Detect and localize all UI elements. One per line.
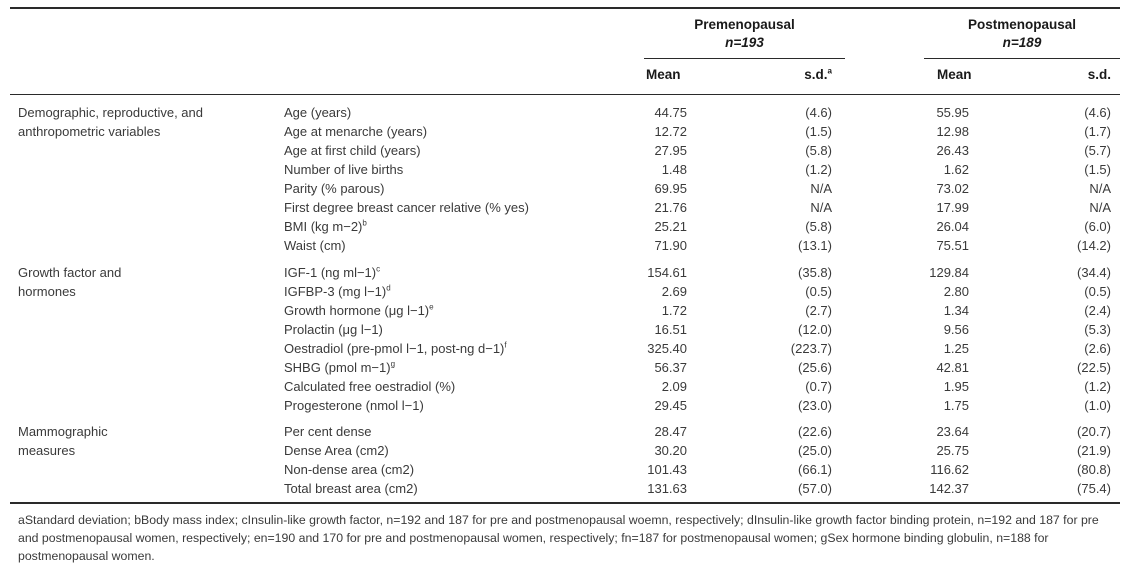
table-row [0,217,1130,236]
group-label-mammographic: Mammographic measures [18,424,108,458]
post-sd-cell: (5.3) [1084,322,1111,337]
post-mean-cell: 129.84 [929,265,969,280]
row-label [284,263,380,282]
table-row [0,441,1130,460]
row-label [284,460,414,479]
row-label-footnote-marker: e [429,302,434,312]
post-sd-cell: (75.4) [1077,481,1111,496]
row-label [284,377,455,396]
post-sd-cell: (1.2) [1084,379,1111,394]
pre-mean-cell: 101.43 [647,462,687,477]
post-sd-cell: (22.5) [1077,360,1111,375]
group-label-growth-factor: Growth factor and hormones [18,265,122,299]
row-label-text: Age at menarche (years) [284,124,428,139]
table-row [0,282,1130,301]
row-label [284,217,367,236]
post-mean-cell: 1.95 [943,379,969,394]
row-label [284,301,434,320]
row-label [284,422,371,441]
table-row [0,160,1130,179]
row-label-text: Parity (% parous) [284,181,385,196]
row-label-text: Growth hormone (μg l−1) [284,303,430,318]
post-mean-cell: 116.62 [930,462,969,477]
row-label-text: Prolactin (μg l−1) [284,322,383,337]
premenopausal-header [644,16,845,52]
table-bottom-rule [10,502,1120,504]
pre-sd-cell: (4.6) [805,105,832,120]
row-label-text: IGFBP-3 (mg l−1) [284,284,387,299]
table-row [0,263,1130,282]
pre-mean-cell: 325.40 [647,341,687,356]
row-label-footnote-marker: c [376,264,381,274]
post-sd-cell: N/A [1089,200,1111,215]
table-row [0,422,1130,441]
pre-sd-cell: (0.5) [805,284,832,299]
table-row [0,141,1130,160]
table-row [0,377,1130,396]
pre-mean-cell: 71.90 [654,238,687,253]
postmenopausal-title: Postmenopausal [967,17,1077,32]
row-label-text: IGF-1 (ng ml−1) [284,265,377,280]
post-mean-cell: 55.95 [936,105,969,120]
postmenopausal-n: n=189 [1002,35,1042,50]
pre-sd-cell: (223.7) [790,341,832,356]
pre-sd-cell: (35.8) [798,265,832,280]
row-label-text: Calculated free oestradiol (%) [284,379,456,394]
table-row [0,301,1130,320]
pre-header-underline [644,58,845,59]
pre-mean-cell: 29.45 [654,398,687,413]
post-mean-cell: 9.56 [943,322,969,337]
row-label [284,441,389,460]
post-mean-cell: 25.75 [936,443,969,458]
row-label [284,160,403,179]
pre-mean-cell: 44.75 [654,105,687,120]
table-row [0,236,1130,255]
pre-mean-cell: 69.95 [654,181,687,196]
post-mean-cell: 1.34 [943,303,969,318]
row-label [284,479,418,498]
post-mean-cell: 1.25 [943,341,969,356]
row-label [284,198,529,217]
table-row [0,179,1130,198]
pre-mean-cell: 56.37 [654,360,687,375]
row-label-footnote-marker: b [362,218,367,228]
post-mean-cell: 26.04 [936,219,969,234]
pre-mean-cell: 1.72 [661,303,687,318]
row-label [284,122,427,141]
post-mean-cell: 2.80 [943,284,969,299]
row-label [284,179,384,198]
table-row [0,320,1130,339]
pre-mean-cell: 30.20 [654,443,687,458]
post-sd-cell: (6.0) [1084,219,1111,234]
pre-sd-cell: (13.1) [798,238,832,253]
post-mean-cell: 42.81 [936,360,969,375]
row-label [284,141,421,160]
row-label-footnote-marker: f [504,340,507,350]
row-label-footnote-marker: g [390,359,396,369]
pre-mean-cell: 25.21 [654,219,687,234]
post-sd-cell: (0.5) [1084,284,1111,299]
table-footnote: aStandard deviation; bBody mass index; cInsulin-like growth factor, n=192 and 187 for pre and postmenopausal woemn, respectively; dInsulin-like growth factor binding protein, n=192 and 187 for pre and postmenopausal women, respectively; en=190 and 170 for pre and postmenopausal women, respectively; fn=187 for postmenopausal women; gSex hormone binding globulin, n=188 for postmenopausal women. [18,513,1099,563]
pre-sd-cell: (22.6) [798,424,832,439]
post-sd-cell: (4.6) [1084,105,1111,120]
table-row [0,103,1130,122]
table-row [0,122,1130,141]
post-sd-cell: (80.8) [1077,462,1111,477]
post-sd-cell: (34.4) [1077,265,1111,280]
row-label [284,358,395,377]
table-row [0,198,1130,217]
pre-mean-header: Mean [646,67,681,82]
pre-mean-cell: 2.09 [661,379,687,394]
pre-mean-cell: 21.76 [654,200,687,215]
pre-sd-cell: (2.7) [805,303,832,318]
row-label-text: Waist (cm) [284,238,346,253]
row-label-text: BMI (kg m−2) [284,219,363,234]
pre-sd-header: s.d.$^a$ [804,66,832,82]
premenopausal-n: n=193 [725,35,764,50]
row-label-text: Age at first child (years) [284,143,421,158]
row-label [284,339,507,358]
pre-sd-cell: N/A [810,181,832,196]
row-label-text: Total breast area (cm2) [284,481,418,496]
post-mean-cell: 142.37 [929,481,969,496]
pre-mean-cell: 28.47 [654,424,687,439]
pre-sd-cell: (5.8) [805,219,832,234]
post-mean-cell: 17.99 [936,200,969,215]
post-sd-cell: (21.9) [1077,443,1111,458]
pre-sd-cell: (25.0) [798,443,832,458]
top-rule [10,7,1120,9]
premenopausal-title: Premenopausal [694,17,795,32]
post-sd-cell: (2.6) [1084,341,1111,356]
group-label-demographic: Demographic, reproductive, and anthropometric variables [18,105,203,139]
row-label-text: SHBG (pmol m−1) [284,360,391,375]
post-sd-cell: (1.5) [1084,162,1111,177]
row-label-text: Number of live births [284,162,404,177]
row-label-text: First degree breast cancer relative (% yes) [284,200,529,215]
table-row [0,460,1130,479]
row-label-text: Per cent dense [284,424,372,439]
post-mean-header: Mean [937,67,972,82]
post-sd-cell: N/A [1089,181,1111,196]
post-sd-cell: (2.4) [1084,303,1111,318]
pre-mean-cell: 12.72 [654,124,687,139]
pre-sd-cell: (23.0) [798,398,832,413]
pre-mean-cell: 1.48 [661,162,687,177]
pre-mean-cell: 16.51 [654,322,687,337]
row-label [284,103,351,122]
header-bottom-rule [10,94,1120,95]
table-row [0,479,1130,498]
row-label [284,236,346,255]
post-mean-cell: 1.75 [943,398,969,413]
pre-sd-cell: N/A [810,200,832,215]
pre-sd-cell: (57.0) [798,481,832,496]
row-label-text: Progesterone (nmol l−1) [284,398,424,413]
post-sd-cell: (5.7) [1084,143,1111,158]
row-label-footnote-marker: d [386,283,391,293]
pre-mean-cell: 27.95 [654,143,687,158]
pre-sd-cell: (1.2) [805,162,832,177]
post-mean-cell: 23.64 [936,424,969,439]
pre-mean-cell: 2.69 [661,284,687,299]
post-mean-cell: 26.43 [936,143,969,158]
row-label [284,320,383,339]
post-sd-cell: (14.2) [1077,238,1111,253]
table-row [0,339,1130,358]
row-label [284,396,424,415]
pre-mean-cell: 131.63 [647,481,687,496]
pre-sd-cell: (12.0) [798,322,832,337]
post-sd-cell: (1.7) [1084,124,1111,139]
table-row [0,396,1130,415]
pre-sd-cell: (66.1) [798,462,832,477]
pre-sd-cell: (1.5) [805,124,832,139]
post-mean-cell: 73.02 [936,181,969,196]
postmenopausal-header [924,16,1120,52]
post-header-underline [924,58,1120,59]
post-sd-cell: (20.7) [1077,424,1111,439]
pre-sd-cell: (0.7) [805,379,832,394]
table-row [0,358,1130,377]
post-sd-cell: (1.0) [1084,398,1111,413]
pre-sd-cell: (5.8) [805,143,832,158]
post-mean-cell: 75.51 [936,238,969,253]
post-mean-cell: 1.62 [943,162,969,177]
row-label-text: Dense Area (cm2) [284,443,389,458]
row-label-text: Age (years) [284,105,352,120]
pre-sd-cell: (25.6) [798,360,832,375]
row-label-text: Oestradiol (pre-pmol l−1, post-ng d−1) [284,341,505,356]
post-sd-header: s.d. [1087,67,1111,82]
post-mean-cell: 12.98 [936,124,969,139]
row-label-text: Non-dense area (cm2) [284,462,415,477]
row-label [284,282,391,301]
pre-mean-cell: 154.61 [647,265,687,280]
